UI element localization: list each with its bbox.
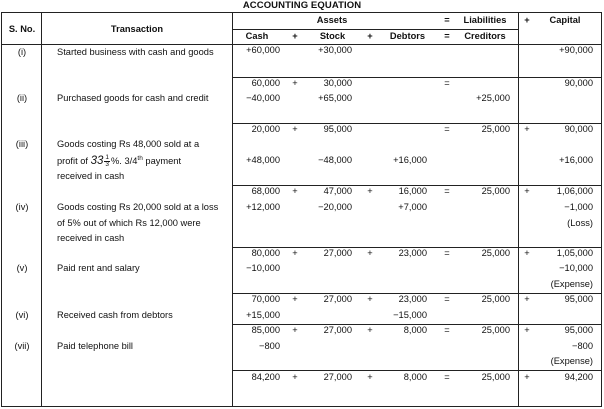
cash-value: −10,000	[246, 263, 280, 273]
header-debtors: Debtors	[389, 31, 426, 41]
creditors-value: +25,000	[476, 93, 510, 103]
stock-value: +30,000	[318, 45, 352, 55]
plus-sign: +	[292, 78, 298, 88]
stock-balance: 27,000	[323, 248, 352, 258]
plus-sign: +	[524, 124, 530, 134]
plus-sign: +	[367, 248, 373, 258]
page-title: ACCOUNTING EQUATION	[242, 0, 362, 11]
creditors-balance: 25,000	[481, 372, 510, 382]
debtors-balance: 23,000	[398, 294, 427, 304]
stock-value: −48,000	[318, 155, 352, 165]
creditors-balance: 25,000	[481, 124, 510, 134]
plus-sign: +	[367, 186, 373, 196]
transaction-text: Goods costing Rs 48,000 sold at a	[57, 139, 200, 149]
stock-balance: 27,000	[323, 372, 352, 382]
transaction-text: received in cash	[57, 171, 125, 181]
transaction-text: Received cash from debtors	[57, 310, 173, 320]
stock-value: −20,000	[318, 202, 352, 212]
plus-sign: +	[367, 325, 373, 335]
plus-sign: +	[524, 15, 530, 25]
cash-balance: 60,000	[251, 78, 280, 88]
header-assets: Assets	[316, 15, 348, 25]
equals-sign: =	[444, 248, 450, 258]
sno: (iii)	[15, 139, 29, 149]
equals-sign: =	[444, 186, 450, 196]
plus-sign: +	[524, 248, 530, 258]
row-divider	[232, 29, 518, 30]
debtors-balance: 8,000	[403, 325, 427, 335]
plus-sign: +	[292, 325, 298, 335]
capital-balance: 95,000	[564, 294, 593, 304]
cash-balance: 70,000	[251, 294, 280, 304]
cash-value: +15,000	[246, 310, 280, 320]
stock-balance: 47,000	[323, 186, 352, 196]
stock-balance: 27,000	[323, 294, 352, 304]
transaction-text: Paid rent and salary	[57, 263, 140, 273]
equals-sign: =	[444, 325, 450, 335]
stock-balance: 30,000	[323, 78, 352, 88]
debtors-balance: 16,000	[398, 186, 427, 196]
capital-note: (Expense)	[550, 279, 593, 289]
plus-sign: +	[367, 31, 373, 41]
plus-sign: +	[292, 248, 298, 258]
cash-value: +12,000	[246, 202, 280, 212]
plus-sign: +	[292, 294, 298, 304]
header-liabilities: Liabilities	[463, 15, 507, 25]
stock-balance: 27,000	[323, 325, 352, 335]
equals-sign: =	[444, 31, 450, 41]
debtors-value: −15,000	[393, 310, 427, 320]
debtors-value: +7,000	[398, 202, 427, 212]
creditors-balance: 25,000	[481, 248, 510, 258]
equals-sign: =	[444, 372, 450, 382]
capital-balance: 1,05,000	[556, 248, 593, 258]
creditors-balance: 25,000	[481, 294, 510, 304]
equals-sign: =	[444, 15, 450, 25]
transaction-text: Purchased goods for cash and credit	[57, 93, 209, 103]
plus-sign: +	[524, 372, 530, 382]
header-sno: S. No.	[8, 24, 36, 34]
header-transaction: Transaction	[110, 24, 164, 34]
stock-balance: 95,000	[323, 124, 352, 134]
creditors-balance: 25,000	[481, 325, 510, 335]
transaction-text: Paid telephone bill	[57, 341, 133, 351]
capital-balance: 90,000	[564, 78, 593, 88]
sno: (iv)	[15, 202, 29, 212]
capital-balance: 95,000	[564, 325, 593, 335]
debtors-balance: 23,000	[398, 248, 427, 258]
capital-note: (Expense)	[550, 356, 593, 366]
stock-value: +65,000	[318, 93, 352, 103]
cash-value: +48,000	[246, 155, 280, 165]
plus-sign: +	[524, 294, 530, 304]
plus-sign: +	[524, 186, 530, 196]
sno: (vii)	[14, 341, 30, 351]
capital-value: +16,000	[559, 155, 593, 165]
header-stock: Stock	[319, 31, 346, 41]
cash-balance: 20,000	[251, 124, 280, 134]
sno: (v)	[16, 263, 28, 273]
sno: (vi)	[15, 310, 29, 320]
transaction-text: Goods costing Rs 20,000 sold at a loss of 5% out of which Rs 12,000 were received in cash	[57, 202, 219, 243]
plus-sign: +	[524, 325, 530, 335]
cash-value: −40,000	[246, 93, 280, 103]
creditors-balance: 25,000	[481, 186, 510, 196]
capital-value: −1,000	[564, 202, 593, 212]
cash-balance: 85,000	[251, 325, 280, 335]
capital-balance: 94,200	[564, 372, 593, 382]
equals-sign: =	[444, 294, 450, 304]
col-divider	[518, 13, 519, 406]
header-capital: Capital	[549, 15, 581, 25]
plus-sign: +	[292, 31, 298, 41]
cash-value: +60,000	[246, 45, 280, 55]
header-cash: Cash	[245, 31, 269, 41]
cash-balance: 84,200	[251, 372, 280, 382]
plus-sign: +	[292, 372, 298, 382]
equals-sign: =	[444, 124, 450, 134]
capital-balance: 90,000	[564, 124, 593, 134]
plus-sign: +	[367, 372, 373, 382]
row-divider	[232, 370, 601, 371]
capital-value: −800	[572, 341, 593, 351]
debtors-balance: 8,000	[403, 372, 427, 382]
plus-sign: +	[367, 294, 373, 304]
sno: (i)	[17, 47, 27, 57]
plus-sign: +	[292, 124, 298, 134]
transaction-text-profit: profit of 33 $\frac{1}{3}$ %. 3/4th payment	[57, 154, 182, 168]
capital-value: +90,000	[559, 45, 593, 55]
header-creditors: Creditors	[464, 31, 506, 41]
transaction-text: Started business with cash and goods	[57, 47, 214, 57]
cash-balance: 80,000	[251, 248, 280, 258]
debtors-value: +16,000	[393, 155, 427, 165]
capital-balance: 1,06,000	[556, 186, 593, 196]
capital-note: (Loss)	[567, 218, 593, 228]
cash-balance: 68,000	[251, 186, 280, 196]
capital-value: −10,000	[559, 263, 593, 273]
sno: (ii)	[16, 93, 28, 103]
plus-sign: +	[292, 186, 298, 196]
cash-value: −800	[259, 341, 280, 351]
fraction: $\frac{1}{3}$	[105, 154, 110, 168]
equals-sign: =	[444, 78, 450, 88]
